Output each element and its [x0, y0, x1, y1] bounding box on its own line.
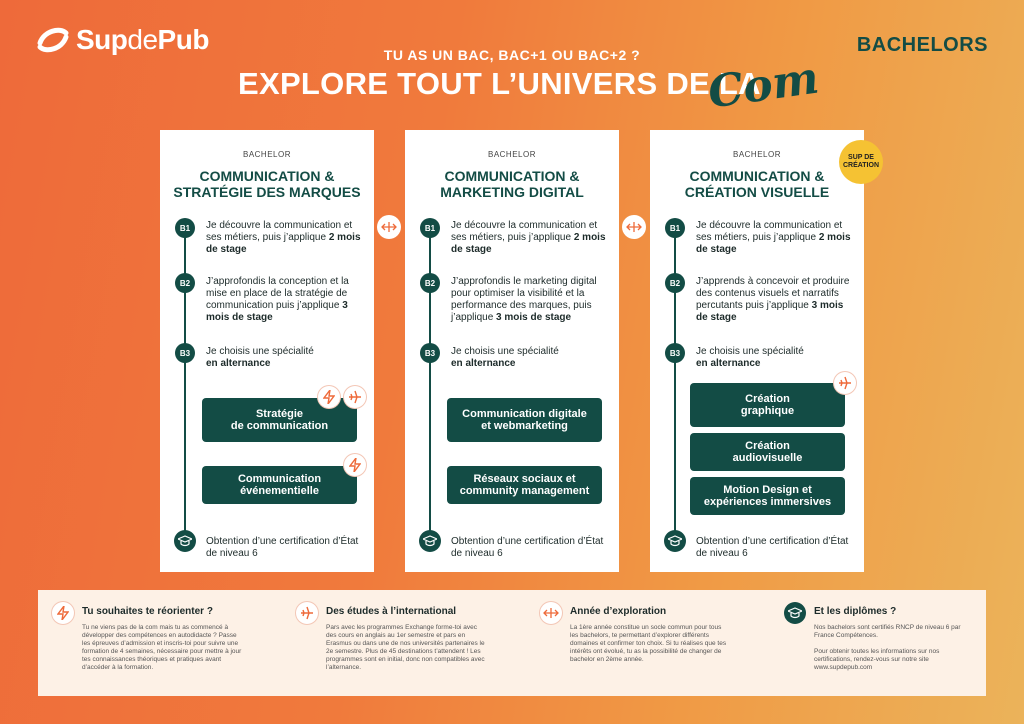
step-text-b3: Je choisis une spécialité en alternance — [696, 346, 804, 369]
cert-text: Obtention d’une certification d’État de niveau 6 — [206, 536, 359, 559]
hero-title: EXPLORE TOUT L’UNIVERS DE LA — [238, 66, 761, 101]
step-badge-b3: B3 — [175, 343, 195, 363]
info-body: Nos bachelors sont certifiés RNCP de niveau 6 par France Compétences. Pour obtenir toutes les informations sur nos certifications, rendez-vous sur notre site www.supdepub.com — [814, 624, 961, 671]
step-badge-b3: B3 — [420, 343, 440, 363]
info-body: La 1ère année constitue un socle commun pour tous les bachelors, te permettant d’explorer différents domaines et confirmer ton choix. Si tu réalises que tes intérêts ont évolué, tu as la possibilité de changer de bachelor en 2ème année. — [570, 624, 727, 663]
graduation-cap-icon — [174, 530, 196, 552]
step-badge-b2: B2 — [665, 273, 685, 293]
step-badge-b2: B2 — [175, 273, 195, 293]
spec-creation-audiovisuelle: Création audiovisuelle — [690, 433, 845, 471]
info-panel — [38, 590, 986, 696]
step-badge-b1: B1 — [665, 218, 685, 238]
card-strategie-marques — [160, 130, 374, 572]
swap-arrows-icon — [377, 215, 401, 239]
step-text-b3: Je choisis une spécialité en alternance — [206, 346, 314, 369]
cert-text: Obtention d’une certification d’État de niveau 6 — [451, 536, 604, 559]
graduation-cap-icon — [664, 530, 686, 552]
info-body: Pars avec les programmes Exchange forme-toi avec des cours en anglais au 1er semestre et pars en Erasmus ou dans une de nos universités partenaires le 2e semestre. Plus de 45 destinations t’attendent ! Les programmes sont en initial, donc non compatibles avec l’alternance. — [326, 624, 485, 671]
card-kicker: BACHELOR — [242, 150, 291, 159]
swap-icon — [540, 602, 562, 624]
step-text-b1: Je découvre la communication et ses métiers, puis j’applique 2 mois de stage — [206, 220, 361, 255]
info-head: Année d’exploration — [570, 606, 667, 617]
info-head: Des études à l’international — [326, 606, 457, 617]
card-kicker: BACHELOR — [732, 150, 781, 159]
step-text-b1: Je découvre la communication et ses métiers, puis j’applique 2 mois de stage — [696, 220, 851, 255]
bachelors-tag: BACHELORS — [856, 34, 988, 56]
bolt-icon — [344, 454, 366, 476]
step-text-b3: Je choisis une spécialité en alternance — [451, 346, 559, 369]
cert-text: Obtention d’une certification d’État de niveau 6 — [696, 536, 849, 559]
graduation-cap-icon — [784, 602, 806, 624]
info-head: Et les diplômes ? — [814, 606, 897, 617]
step-text-b2: J’approfondis le marketing digital pour optimiser la visibilité et la performance des marques, puis j’applique 3 mois de stage — [451, 276, 597, 323]
info-head: Tu souhaites te réorienter ? — [82, 606, 213, 617]
step-badge-b2: B2 — [420, 273, 440, 293]
bolt-icon — [318, 386, 340, 408]
bolt-icon — [52, 602, 74, 624]
card-marketing-digital — [405, 130, 619, 572]
step-badge-b1: B1 — [175, 218, 195, 238]
card-title: COMMUNICATION & CRÉATION VISUELLE — [684, 168, 830, 200]
step-badge-b1: B1 — [420, 218, 440, 238]
spec-reseaux-sociaux: Réseaux sociaux et community management — [447, 466, 602, 504]
card-creation-visuelle — [650, 130, 864, 572]
hero-title-script: Com — [704, 52, 822, 119]
card-kicker: BACHELOR — [487, 150, 536, 159]
swap-arrows-icon — [622, 215, 646, 239]
step-badge-b3: B3 — [665, 343, 685, 363]
step-text-b2: J’apprends à concevoir et produire des contenus visuels et narratifs percutants puis j’applique 3 mois de stage — [696, 276, 850, 323]
plane-icon — [296, 602, 318, 624]
spec-communication-evenementielle: Communication événementielle — [202, 466, 357, 504]
step-text-b2: J’approfondis la conception et la mise en place de la stratégie de communication puis j’applique 3 mois de stage — [206, 276, 349, 323]
card-title: COMMUNICATION & STRATÉGIE DES MARQUES — [173, 168, 361, 200]
card-title: COMMUNICATION & MARKETING DIGITAL — [440, 168, 584, 200]
info-body: Tu ne viens pas de la com mais tu as commencé à développer des compétences en autodidacte ? Passe les épreuves d’admission et inscris-toi pour suivre une formation de 4 semaines, nécessaire pour mettre à jour tes connaissances théoriques et pratiques avant d’accéder à la formation. — [82, 624, 242, 671]
spec-creation-graphique: Création graphique — [690, 383, 845, 427]
hero-subtitle: TU AS UN BAC, BAC+1 OU BAC+2 ? — [383, 47, 641, 63]
step-text-b1: Je découvre la communication et ses métiers, puis j’applique 2 mois de stage — [451, 220, 606, 255]
sup-de-creation-sticker: SUP DE CRÉATION — [839, 140, 883, 184]
spec-strategie-communication: Stratégie de communication — [202, 398, 357, 442]
spec-motion-design: Motion Design et expériences immersives — [690, 477, 845, 515]
graduation-cap-icon — [419, 530, 441, 552]
plane-icon — [834, 372, 856, 394]
plane-icon — [344, 386, 366, 408]
logo-text: SupdePub — [76, 24, 209, 55]
spec-communication-digitale: Communication digitale et webmarketing — [447, 398, 602, 442]
